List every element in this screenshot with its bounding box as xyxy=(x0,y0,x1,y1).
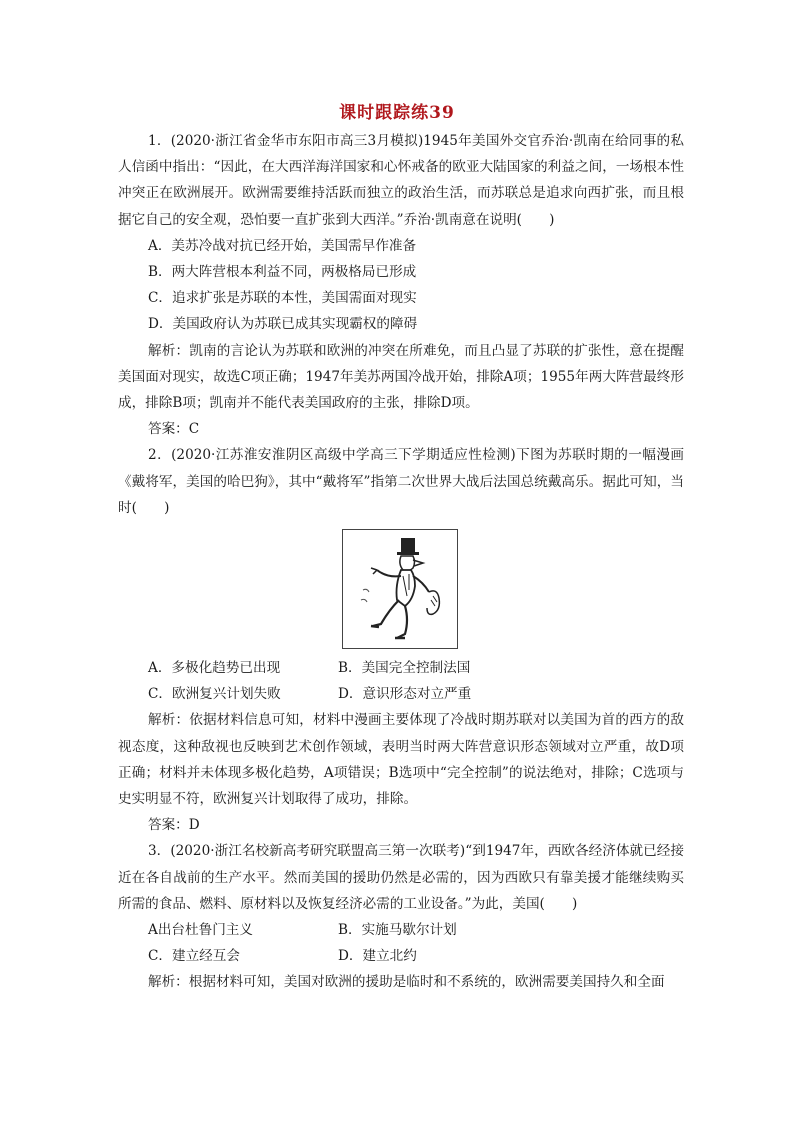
question-2-option-d: D．意识形态对立严重 xyxy=(338,686,472,703)
document-body xyxy=(118,128,684,996)
question-2-option-c: C．欧洲复兴计划失败 xyxy=(148,686,281,703)
question-1-option-a: A．美苏冷战对抗已经开始，美国需早作准备 xyxy=(148,237,417,254)
question-3-analysis: 解析：根据材料可知，美国对欧洲的援助是临时和不系统的，欧洲需要美国持久和全面 xyxy=(148,974,665,991)
cartoon-figure xyxy=(118,529,684,649)
question-1-stem: 1．(2020·浙江省金华市东阳市高三3月模拟)1945年美国外交官乔治·凯南在给同事的私人信函中指出：“因此，在大西洋海洋国家和心怀戒备的欧亚大陆国家的利益之间，一场根本性冲突正在欧洲展开。欧洲需要维持活跃而独立的政治生活，而苏联总是追求向西扩张，而且根据它自己的安全观，恐怕要一直扩张到大西洋。”乔治·凯南意在说明( ) xyxy=(118,133,684,228)
question-3-option-d: D．建立北约 xyxy=(338,948,417,965)
question-3-options-row-2 xyxy=(118,943,684,969)
question-3-option-c: C．建立经互会 xyxy=(148,948,240,965)
question-1-answer: 答案：C xyxy=(148,421,200,438)
question-3-option-a: A出台杜鲁门主义 xyxy=(148,922,253,939)
question-2-options-row-2 xyxy=(118,681,684,707)
page-title: 课时跟踪练39 xyxy=(339,103,455,123)
question-1-option-c: C．追求扩张是苏联的本性，美国需面对现实 xyxy=(148,290,417,307)
question-2-options-row-1 xyxy=(118,655,684,681)
question-2-option-b: B．美国完全控制法国 xyxy=(338,660,471,677)
question-3-options-row-1 xyxy=(118,917,684,943)
question-2-answer: 答案：D xyxy=(148,817,200,834)
question-3-stem: 3．(2020·浙江名校新高考研究联盟高三第一次联考)“到1947年，西欧各经济体就已经接近在各自战前的生产水平。然而美国的援助仍然是必需的，因为西欧只有靠美援才能继续购买所需的食品、燃料、原材料以及恢复经济必需的工业设备。”为此，美国( ) xyxy=(118,843,684,912)
question-2-option-a: A．多极化趋势已出现 xyxy=(148,660,281,677)
question-3-option-b: B．实施马歇尔计划 xyxy=(338,922,457,939)
question-1-option-b: B．两大阵营根本利益不同，两极格局已形成 xyxy=(148,264,417,281)
cartoon-drawing xyxy=(343,530,457,648)
question-2-analysis: 解析：依据材料信息可知，材料中漫画主要体现了冷战时期苏联对以美国为首的西方的敌视态度，这种敌视也反映到艺术创作领域，表明当时两大阵营意识形态领域对立严重，故D项正确；材料并未体现多极化趋势，A项错误；B选项中“完全控制”的说法绝对，排除；C选项与史实明显不符，欧洲复兴计划取得了成功，排除。 xyxy=(118,712,684,808)
question-1-analysis: 解析：凯南的言论认为苏联和欧洲的冲突在所难免，而且凸显了苏联的扩张性，意在提醒美国面对现实，故选C项正确；1947年美苏两国冷战开始，排除A项；1955年两大阵营最终形成，排除B项；凯南并不能代表美国政府的主张，排除D项。 xyxy=(118,342,684,412)
cartoon-image xyxy=(342,529,458,649)
question-1-option-d: D．美国政府认为苏联已成其实现霸权的障碍 xyxy=(148,316,418,333)
question-2-stem: 2．(2020·江苏淮安淮阴区高级中学高三下学期适应性检测)下图为苏联时期的一幅漫画《戴将军，美国的哈巴狗》，其中“戴将军”指第二次世界大战后法国总统戴高乐。据此可知，当时( ) xyxy=(118,447,684,516)
